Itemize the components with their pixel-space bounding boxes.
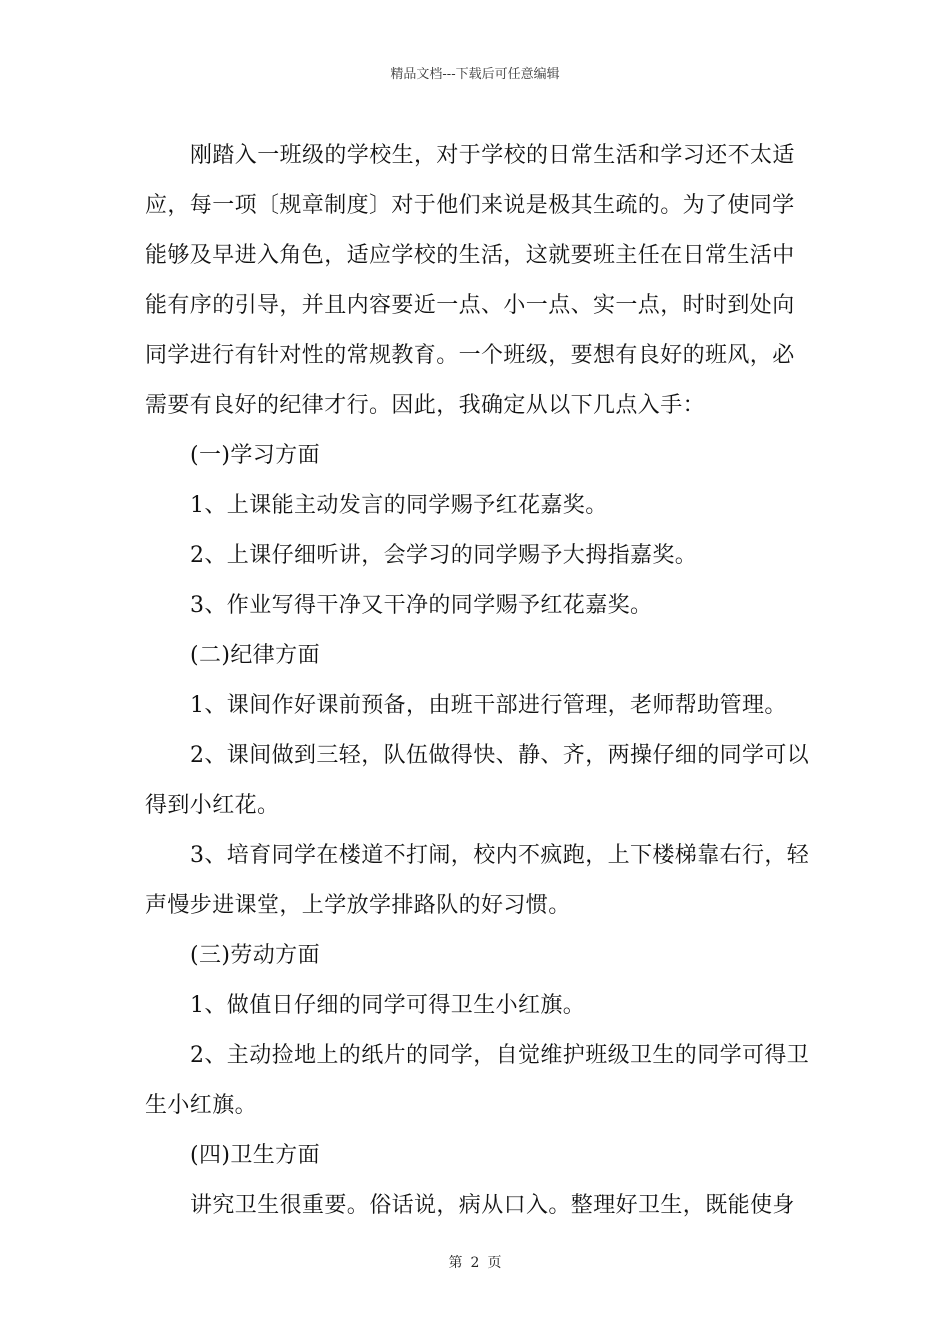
- text-line: 刚踏入一班级的学校生，对于学校的日常生活和学习还不太适: [190, 143, 795, 168]
- text-line: 2、课间做到三轻，队伍做得快、静、齐，两操仔细的同学可以: [190, 743, 810, 768]
- page-number-suffix: 页: [487, 1255, 502, 1271]
- document-body: [145, 131, 810, 1231]
- page-number: 2: [470, 1255, 480, 1271]
- text-line: 能够及早进入角色，适应学校的生活，这就要班主任在日常生活中: [145, 243, 795, 268]
- text-line: 应，每一项〔规章制度〕对于他们来说是极其生疏的。为了使同学: [145, 193, 795, 218]
- text-line: 讲究卫生很重要。俗话说，病从口入。整理好卫生，既能使身: [190, 1193, 795, 1218]
- page-header: 精品文档---下载后可任意编辑: [390, 67, 560, 82]
- text-line: 需要有良好的纪律才行。因此，我确定从以下几点入手：: [145, 393, 706, 418]
- text-line: 能有序的引导，并且内容要近一点、小一点、实一点，时时到处向: [145, 293, 795, 318]
- text-line: 3、作业写得干净又干净的同学赐予红花嘉奖。: [190, 593, 653, 618]
- page-footer: [0, 1254, 950, 1272]
- page-number-prefix: 第: [448, 1255, 463, 1271]
- text-line: 2、主动捡地上的纸片的同学，自觉维护班级卫生的同学可得卫: [190, 1043, 810, 1068]
- text-line: 声慢步进课堂，上学放学排路队的好习惯。: [145, 893, 571, 918]
- text-line: (一)学习方面: [190, 443, 320, 468]
- text-line: 生小红旗。: [145, 1093, 258, 1118]
- text-line: (三)劳动方面: [190, 943, 320, 968]
- text-line: (四)卫生方面: [190, 1143, 320, 1168]
- text-line: 得到小红花。: [145, 793, 280, 818]
- text-line: 1、上课能主动发言的同学赐予红花嘉奖。: [190, 493, 608, 518]
- text-line: 1、做值日仔细的同学可得卫生小红旗。: [190, 993, 586, 1018]
- text-line: 1、课间作好课前预备，由班干部进行管理，老师帮助管理。: [190, 693, 787, 718]
- text-line: 3、培育同学在楼道不打闹，校内不疯跑，上下楼梯靠右行，轻: [190, 843, 810, 868]
- text-line: (二)纪律方面: [190, 643, 320, 668]
- text-line: 2、上课仔细听讲，会学习的同学赐予大拇指嘉奖。: [190, 543, 698, 568]
- text-line: 同学进行有针对性的常规教育。一个班级，要想有良好的班风，必: [145, 343, 795, 368]
